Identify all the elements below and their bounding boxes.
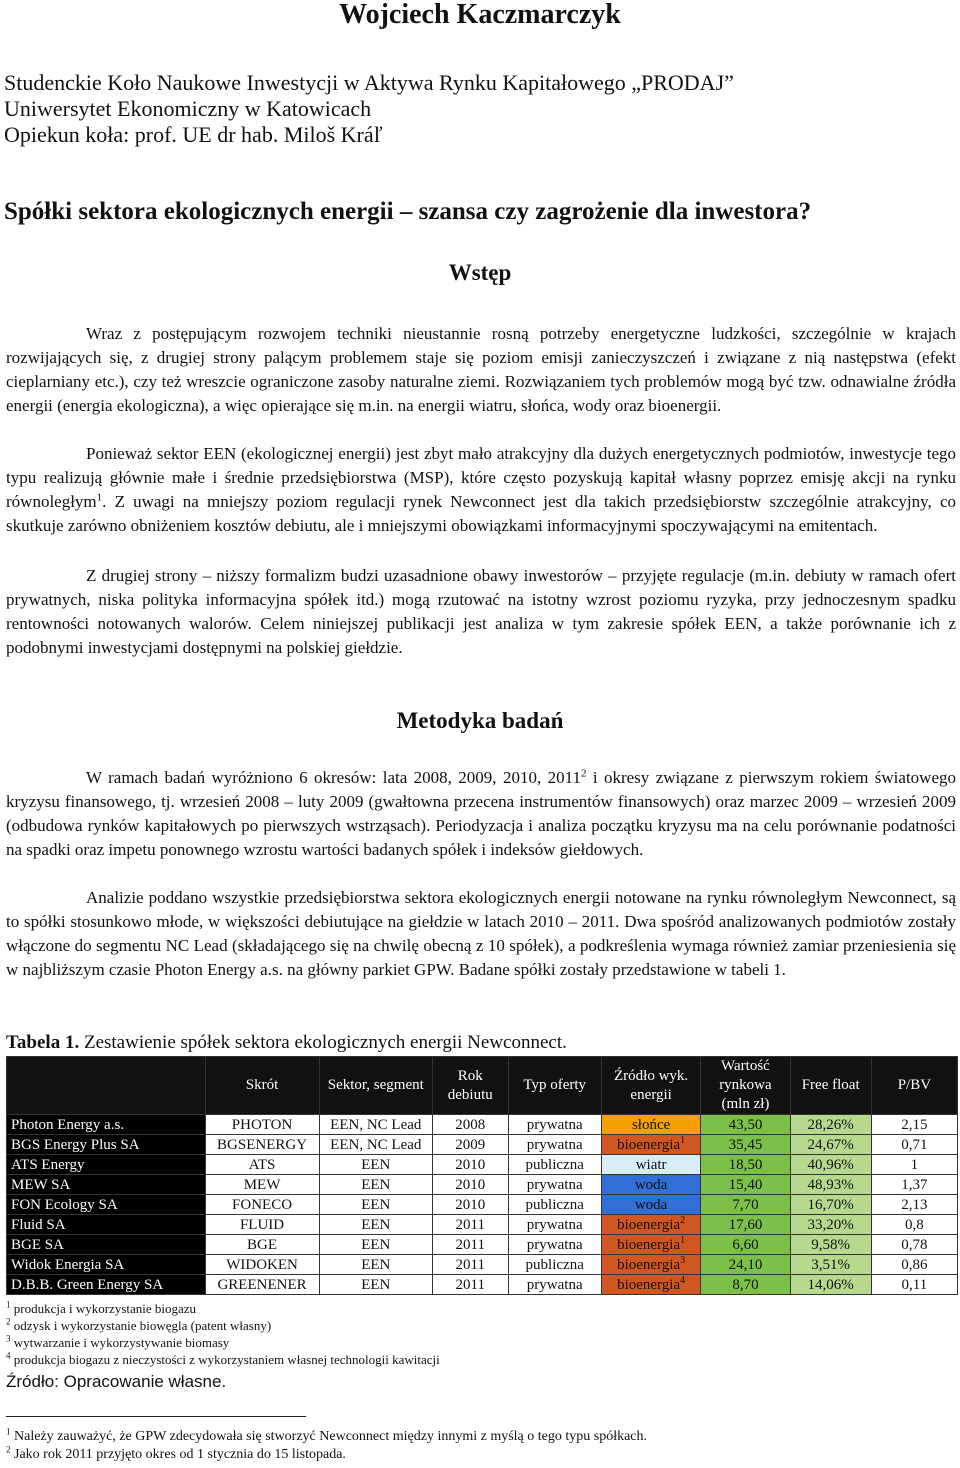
- offer-type-cell: prywatna: [508, 1215, 601, 1235]
- free-float-cell: 24,67%: [790, 1135, 871, 1155]
- energy-label: wiatr: [635, 1156, 667, 1173]
- pbv-cell: 0,71: [871, 1135, 957, 1155]
- company-name-cell: Photon Energy a.s.: [7, 1115, 206, 1135]
- energy-source-cell: [601, 1275, 701, 1295]
- note-marker: 3: [6, 1333, 11, 1344]
- free-float-cell: 33,20%: [790, 1215, 871, 1235]
- text-run: . Z uwagi na mniejszy poziom regulacji rynek Newconnect jest dla takich przedsiębiorstw szczególnie atrakcyjny, co skutkuje zarówno obniżeniem kosztów debiutu, ale i mniejszymi obowiązkami informacyjnymi spoczywającymi na emitentach.: [6, 492, 956, 535]
- company-name-cell: D.B.B. Green Energy SA: [7, 1275, 206, 1295]
- section-heading-intro: Wstęp: [448, 260, 512, 285]
- free-float-cell: 40,96%: [790, 1155, 871, 1175]
- table-source: Źródło: Opracowanie własne.: [6, 1372, 227, 1391]
- debut-year-cell: 2011: [432, 1215, 508, 1235]
- energy-source-cell: [601, 1195, 701, 1215]
- footnote-marker: 2: [6, 1444, 11, 1455]
- energy-label: bioenergia: [617, 1136, 681, 1153]
- ticker-cell: MEW: [205, 1175, 319, 1195]
- pbv-cell: 2,13: [871, 1195, 957, 1215]
- table-notes: [6, 1300, 440, 1368]
- pbv-cell: 1,37: [871, 1175, 957, 1195]
- ticker-cell: FLUID: [205, 1215, 319, 1235]
- ticker-cell: BGE: [205, 1235, 319, 1255]
- market-value-cell: 18,50: [701, 1155, 790, 1175]
- footnote-text: Należy zauważyć, że GPW zdecydowała się stworzyć Newconnect między innymi z myślą o tego typu spółkach.: [10, 1429, 648, 1444]
- free-float-cell: 3,51%: [790, 1255, 871, 1275]
- note-text: wytwarzanie i wykorzystywanie biomasy: [10, 1335, 230, 1350]
- energy-note-marker: 2: [680, 1214, 686, 1226]
- segment-cell: EEN, NC Lead: [319, 1115, 432, 1135]
- market-value-cell: 8,70: [701, 1275, 790, 1295]
- free-float-cell: 48,93%: [790, 1175, 871, 1195]
- companies-table: [6, 1056, 958, 1295]
- energy-label: bioenergia: [617, 1276, 681, 1293]
- debut-year-cell: 2008: [432, 1115, 508, 1135]
- debut-year-cell: 2011: [432, 1255, 508, 1275]
- offer-type-cell: publiczna: [508, 1155, 601, 1175]
- market-value-cell: 35,45: [701, 1135, 790, 1155]
- ticker-cell: BGSENERGY: [205, 1135, 319, 1155]
- table-row: [7, 1215, 958, 1235]
- debut-year-cell: 2011: [432, 1275, 508, 1295]
- table-caption-text: Zestawienie spółek sektora ekologicznych energii Newconnect.: [79, 1032, 567, 1053]
- ticker-cell: GREENENER: [205, 1275, 319, 1295]
- header-cell: Typ oferty: [508, 1057, 601, 1115]
- pbv-cell: 0,78: [871, 1235, 957, 1255]
- free-float-cell: 14,06%: [790, 1275, 871, 1295]
- energy-source-cell: [601, 1135, 701, 1155]
- table-row: [7, 1195, 958, 1215]
- table-row: [7, 1155, 958, 1175]
- market-value-cell: 43,50: [701, 1115, 790, 1135]
- ticker-cell: ATS: [205, 1155, 319, 1175]
- energy-label: bioenergia: [617, 1256, 681, 1273]
- energy-note-marker: 3: [680, 1254, 686, 1266]
- affiliation-line: Studenckie Koło Naukowe Inwestycji w Aktywa Rynku Kapitałowego „PRODAJ”: [4, 70, 734, 95]
- header-cell: Sektor, segment: [319, 1057, 432, 1115]
- footnote-ref: 1: [96, 491, 103, 504]
- intro-paragraph-3: Z drugiej strony – niższy formalizm budzi uzasadnione obawy inwestorów – przyjęte regulacje (m.in. debiuty w ramach ofert prywatnych, niska polityka informacyjna spółek itd.) mogą rzutować na istotny wzrost poziomu ryzyka, przy jednoczesnym spadku rentowności notowanych walorów. Celem niniejszej publikacji jest analiza w tym zakresie spółek EEN, a także porównanie ich z podobnymi inwestycjami dostępnymi na polskiej giełdzie.: [6, 566, 956, 657]
- table-row: [7, 1275, 958, 1295]
- affiliation-line: Uniwersytet Ekonomiczny w Katowicach: [4, 96, 372, 121]
- footnote-separator: [6, 1416, 306, 1417]
- market-value-cell: 24,10: [701, 1255, 790, 1275]
- ticker-cell: PHOTON: [205, 1115, 319, 1135]
- energy-label: woda: [634, 1176, 668, 1193]
- pbv-cell: 0,86: [871, 1255, 957, 1275]
- debut-year-cell: 2011: [432, 1235, 508, 1255]
- offer-type-cell: prywatna: [508, 1175, 601, 1195]
- offer-type-cell: publiczna: [508, 1255, 601, 1275]
- table-note: [6, 1351, 440, 1368]
- energy-label: bioenergia: [617, 1216, 681, 1233]
- pbv-cell: 0,11: [871, 1275, 957, 1295]
- intro-paragraph-2: [6, 442, 956, 538]
- header-cell: Skrót: [205, 1057, 319, 1115]
- offer-type-cell: prywatna: [508, 1235, 601, 1255]
- segment-cell: EEN: [319, 1255, 432, 1275]
- footnote-marker: 1: [6, 1426, 11, 1437]
- table-note: [6, 1317, 440, 1334]
- market-value-cell: 15,40: [701, 1175, 790, 1195]
- text-run: i okresy związane z pierwszym rokiem światowego kryzysu finansowego, tj. wrzesień 2008 – luty 2009 (gwałtowna przecena instrumentów finansowych) oraz marzec 2009 – wrzesień 2009 (odbudowa rynków kapitałowych po pierwszych wstrząsach). Periodyzacja i analiza początku kryzysu ma na celu porównanie podatności na spadki oraz impetu ponownego wzrostu wartości badanych spółek i indeksów giełdowych.: [6, 768, 956, 859]
- text-run: W ramach badań wyróżniono 6 okresów: lata 2008, 2009, 2010, 2011: [86, 768, 581, 787]
- company-name-cell: MEW SA: [7, 1175, 206, 1195]
- segment-cell: EEN: [319, 1215, 432, 1235]
- energy-label: woda: [634, 1196, 668, 1213]
- text-run: Ponieważ sektor EEN (ekologicznej energii) jest zbyt mało atrakcyjny dla dużych energetycznych podmiotów, inwestycje tego typu realizują głównie małe i średnie przedsiębiorstwa (MSP), które często pozyskują kapitał własny poprzez emisję akcji na rynku równoległym: [6, 444, 956, 511]
- energy-label: słońce: [631, 1116, 671, 1133]
- paper-title: Spółki sektora ekologicznych energii – szansa czy zagrożenie dla inwestora?: [4, 198, 812, 225]
- pbv-cell: 1: [871, 1155, 957, 1175]
- table-row: [7, 1135, 958, 1155]
- table-row: [7, 1255, 958, 1275]
- energy-source-cell: [601, 1215, 701, 1235]
- company-name-cell: FON Ecology SA: [7, 1195, 206, 1215]
- free-float-cell: 9,58%: [790, 1235, 871, 1255]
- energy-source-cell: [601, 1115, 701, 1135]
- affiliation-block: [4, 70, 734, 148]
- header-cell: P/BV: [871, 1057, 957, 1115]
- table-header-row: [7, 1057, 958, 1115]
- method-paragraph-1: [6, 766, 956, 862]
- table-row: [7, 1175, 958, 1195]
- ticker-cell: WIDOKEN: [205, 1255, 319, 1275]
- footnote-text: Jako rok 2011 przyjęto okres od 1 stycznia do 15 listopada.: [10, 1447, 346, 1462]
- header-cell: Wartość rynkowa (mln zł): [701, 1057, 790, 1115]
- free-float-cell: 28,26%: [790, 1115, 871, 1135]
- market-value-cell: 7,70: [701, 1195, 790, 1215]
- energy-source-cell: [601, 1255, 701, 1275]
- table-row: [7, 1235, 958, 1255]
- energy-source-cell: [601, 1155, 701, 1175]
- header-cell: Rok debiutu: [432, 1057, 508, 1115]
- footnote-ref: 2: [580, 767, 587, 780]
- offer-type-cell: prywatna: [508, 1275, 601, 1295]
- segment-cell: EEN: [319, 1275, 432, 1295]
- affiliation-line: Opiekun koła: prof. UE dr hab. Miloš Kráľ: [4, 122, 383, 147]
- company-name-cell: BGS Energy Plus SA: [7, 1135, 206, 1155]
- company-name-cell: Widok Energia SA: [7, 1255, 206, 1275]
- energy-label: bioenergia: [617, 1236, 681, 1253]
- debut-year-cell: 2009: [432, 1135, 508, 1155]
- energy-note-marker: 4: [680, 1274, 686, 1286]
- offer-type-cell: prywatna: [508, 1135, 601, 1155]
- offer-type-cell: prywatna: [508, 1115, 601, 1135]
- segment-cell: EEN: [319, 1235, 432, 1255]
- note-text: odzysk i wykorzystanie biowęgla (patent własny): [10, 1318, 272, 1333]
- segment-cell: EEN: [319, 1175, 432, 1195]
- note-text: produkcja i wykorzystanie biogazu: [10, 1301, 197, 1316]
- energy-source-cell: [601, 1175, 701, 1195]
- segment-cell: EEN: [319, 1155, 432, 1175]
- author-name: Wojciech Kaczmarczyk: [339, 0, 621, 30]
- energy-note-marker: 1: [680, 1134, 686, 1146]
- pbv-cell: 2,15: [871, 1115, 957, 1135]
- energy-note-marker: 1: [680, 1234, 686, 1246]
- method-paragraph-2: Analizie poddano wszystkie przedsiębiorstwa sektora ekologicznych energii notowane na rynku równoległym Newconnect, są to spółki stosunkowo młode, w większości debiutujące na giełdzie w latach 2010 – 2011. Dwa spośród analizowanych podmiotów zostały włączone do segmentu NC Lead (składającego się na chwilę obecną z 10 spółek), a podkreślenia wymaga również zamiar przeniesienia się w najbliższym czasie Photon Energy a.s. na główny parkiet GPW. Badane spółki zostały przedstawione w tabeli 1.: [6, 888, 956, 979]
- energy-source-cell: [601, 1235, 701, 1255]
- header-cell: [7, 1057, 206, 1115]
- market-value-cell: 17,60: [701, 1215, 790, 1235]
- note-marker: 2: [6, 1316, 11, 1327]
- debut-year-cell: 2010: [432, 1175, 508, 1195]
- table-row: [7, 1115, 958, 1135]
- note-text: produkcja biogazu z nieczystości z wykorzystaniem własnej technologii kawitacji: [10, 1352, 440, 1367]
- segment-cell: EEN: [319, 1195, 432, 1215]
- table-body: [7, 1115, 958, 1295]
- table-note: [6, 1334, 440, 1351]
- section-heading-method: Metodyka badań: [396, 708, 564, 733]
- intro-paragraph-1: Wraz z postępującym rozwojem techniki nieustannie rosną potrzeby energetyczne ludzkości, szczególnie w krajach rozwijających się, z drugiej strony palącym problemem staje się poziom emisji zanieczyszczeń i związane z nią następstwa (efekt cieplarniany etc.), czy też wreszcie ograniczone zasoby naturalne ziemi. Rozwiązaniem tych problemów mogą być tzw. odnawialne źródła energii (energia ekologiczna), a więc opierające się m.in. na energii wiatru, słońca, wody oraz bioenergii.: [6, 324, 956, 415]
- table-note: [6, 1300, 440, 1317]
- pbv-cell: 0,8: [871, 1215, 957, 1235]
- table-caption: [6, 1032, 567, 1054]
- free-float-cell: 16,70%: [790, 1195, 871, 1215]
- company-name-cell: Fluid SA: [7, 1215, 206, 1235]
- footnote: [6, 1446, 346, 1464]
- footnote: [6, 1428, 647, 1446]
- header-cell: Źródło wyk. energii: [601, 1057, 701, 1115]
- note-marker: 4: [6, 1350, 11, 1361]
- offer-type-cell: publiczna: [508, 1195, 601, 1215]
- market-value-cell: 6,60: [701, 1235, 790, 1255]
- header-cell: Free float: [790, 1057, 871, 1115]
- note-marker: 1: [6, 1299, 11, 1310]
- debut-year-cell: 2010: [432, 1155, 508, 1175]
- debut-year-cell: 2010: [432, 1195, 508, 1215]
- company-name-cell: BGE SA: [7, 1235, 206, 1255]
- ticker-cell: FONECO: [205, 1195, 319, 1215]
- segment-cell: EEN, NC Lead: [319, 1135, 432, 1155]
- table-caption-label: Tabela 1.: [6, 1032, 80, 1053]
- company-name-cell: ATS Energy: [7, 1155, 206, 1175]
